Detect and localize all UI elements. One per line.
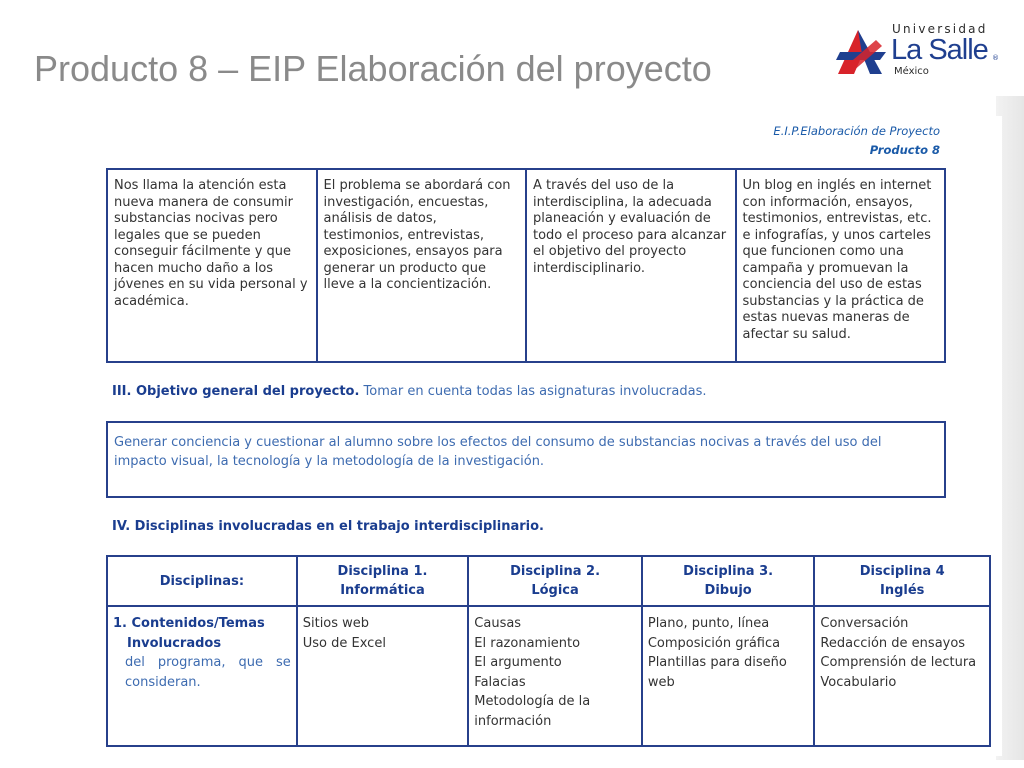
document-header-title: E.I.P.Elaboración de Proyecto — [773, 124, 940, 138]
header-line: Inglés — [879, 583, 925, 598]
topic-item: Causas — [474, 616, 522, 631]
topic-item: Plantillas para diseño web — [647, 655, 787, 690]
header-line: Informática — [340, 583, 425, 598]
table-row — [107, 606, 990, 746]
header-line: Disciplina 1. — [337, 564, 428, 579]
document-header-product: Producto 8 — [869, 143, 940, 157]
description-cell: El problema se abordará con investigación, encuestas, análisis de datos, testimonios, entrevistas, exposiciones, ensayos para generar un producto que lleve a la concientización. — [318, 170, 528, 361]
table-header-cell — [468, 556, 642, 606]
topic-item: Metodología de la información — [474, 694, 591, 729]
topic-item: Uso de Excel — [302, 635, 386, 651]
row-title-2: Involucrados — [127, 635, 222, 651]
table-cell — [642, 606, 815, 746]
section-3-heading — [112, 384, 706, 399]
header-line: Disciplina 2. — [510, 564, 601, 579]
section-3-label: III. Objetivo general del proyecto. — [112, 384, 360, 399]
disciplines-table — [106, 555, 991, 747]
topic-item: Vocabulario — [820, 674, 897, 690]
topic-item: Plano, punto, línea — [647, 616, 770, 631]
table-header-cell — [814, 556, 990, 606]
description-cell: Nos llama la atención esta nueva manera de consumir substancias nocivas pero legales que se pueden conseguir fácilmente y que hacen mucho daño a los jóvenes en su vida personal y académica. — [108, 170, 318, 361]
table-cell — [297, 606, 469, 746]
table-header-cell — [642, 556, 815, 606]
header-line: Dibujo — [704, 583, 752, 598]
logo-name-text: La Salle — [891, 34, 988, 66]
header-line: Lógica — [531, 583, 579, 598]
project-description-grid — [106, 168, 946, 363]
objective-box: Generar conciencia y cuestionar al alumno sobre los efectos del consumo de substancias nocivas a través del uso del impacto visual, la tecnología y la metodología de la investigación. — [106, 421, 946, 498]
header-line: Disciplina 3. — [683, 564, 774, 579]
topic-item: Conversación — [820, 616, 909, 631]
description-cell: Un blog en inglés en internet con información, ensayos, testimonios, entrevistas, etc. e infografías, y unos carteles que funcionen como una campaña y promuevan la conciencia del uso de estas substancias y la práctica de estas nuevas maneras de afectar su salud. — [742, 178, 932, 342]
logo-university-text: Universidad — [892, 22, 988, 36]
header-line: Disciplinas: — [159, 573, 245, 589]
topic-item: Composición gráfica — [647, 635, 781, 651]
section-3-subtitle: Tomar en cuenta todas las asignaturas involucradas. — [363, 384, 707, 399]
row-subtitle: del programa, que se consideran. — [125, 655, 291, 690]
section-4-heading: IV. Disciplinas involucradas en el trabajo interdisciplinario. — [112, 519, 544, 534]
university-logo — [836, 20, 1006, 82]
lasalle-star-icon — [836, 22, 888, 76]
table-header-cell — [297, 556, 469, 606]
table-cell — [814, 606, 990, 746]
logo-country-text: México — [894, 66, 929, 77]
row-title: 1. Contenidos/Temas — [113, 616, 265, 631]
document-image — [0, 116, 1002, 756]
topic-item: El razonamiento — [474, 635, 581, 651]
topic-item: Redacción de ensayos — [820, 635, 966, 651]
table-header-cell — [107, 556, 297, 606]
topic-item: Falacias — [474, 674, 526, 690]
header-line: Disciplina 4 — [859, 564, 945, 579]
logo-registered-mark: ® — [992, 54, 999, 62]
table-header-row — [107, 556, 990, 606]
topic-item: Comprensión de lectura — [820, 655, 977, 670]
row-header-cell — [107, 606, 297, 746]
topic-item: El argumento — [474, 655, 562, 670]
description-cell: A través del uso de la interdisciplina, la adecuada planeación y evaluación de todo el proceso para alcanzar el objetivo del proyecto interdisciplinario. — [527, 170, 737, 361]
topic-item: Sitios web — [302, 616, 370, 631]
slide-title: Producto 8 – EIP Elaboración del proyecto — [34, 48, 712, 89]
table-cell — [468, 606, 642, 746]
